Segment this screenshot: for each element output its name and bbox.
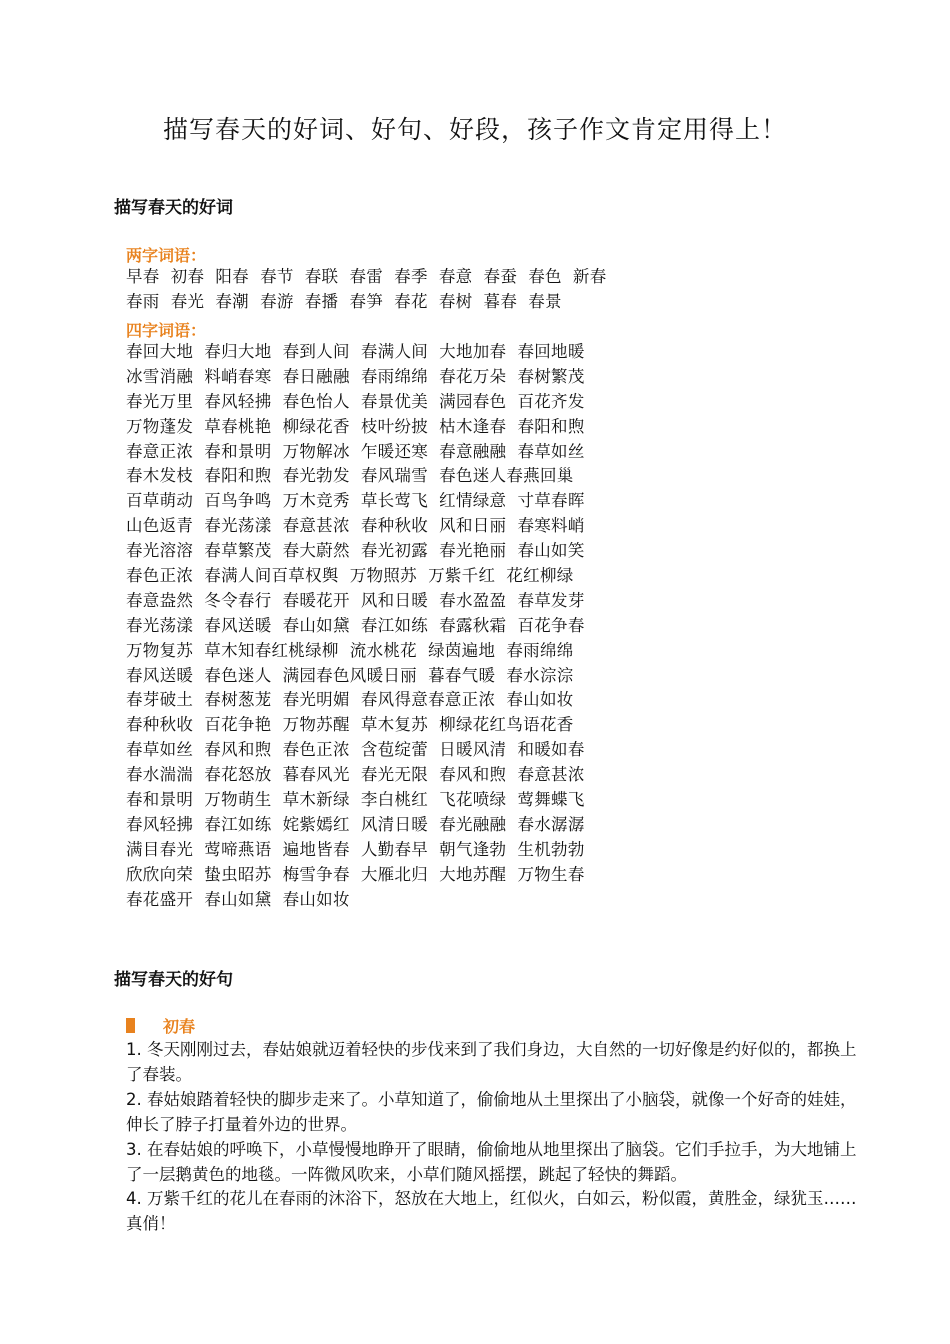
word-line: 春风轻拂 春江如练 姹紫嫣红 风清日暖 春光融融 春水潺潺 bbox=[126, 814, 585, 834]
season-label-early-spring bbox=[126, 1014, 195, 1037]
two-char-label: 两字词语： bbox=[126, 246, 207, 265]
sentence-item: 4. 万紫千红的花儿在春雨的沐浴下，怒放在大地上，红似火，白如云，粉似霞，黄胜金，绿犹玉……真俏！ bbox=[126, 1189, 857, 1234]
word-line: 春风送暖 春色迷人 满园春色风暖日丽 暮春气暖 春水淙淙 bbox=[126, 665, 574, 685]
word-line: 春光溶溶 春草繁茂 春大蔚然 春光初露 春光艳丽 春山如笑 bbox=[126, 541, 585, 561]
word-line: 满目春光 莺啼燕语 遍地皆春 人勤春早 朝气逢勃 生机勃勃 bbox=[126, 839, 585, 859]
word-line: 春芽破土 春树葱茏 春光明媚 春风得意春意正浓 春山如妆 bbox=[126, 690, 574, 710]
word-line: 春水湍湍 春花怒放 暮春风光 春光无限 春风和煦 春意甚浓 bbox=[126, 765, 585, 785]
word-line: 百草萌动 百鸟争鸣 万木竞秀 草长莺飞 红情绿意 寸草春晖 bbox=[126, 491, 585, 511]
season-label-text: 初春 bbox=[163, 1017, 196, 1036]
word-line: 春木发枝 春阳和煦 春光勃发 春风瑞雪 春色迷人春燕回巢 bbox=[126, 466, 574, 486]
word-line: 春光荡漾 春风送暖 春山如黛 春江如练 春露秋霜 百花争春 bbox=[126, 615, 585, 635]
word-line: 山色返青 春光荡漾 春意甚浓 春种秋收 风和日丽 春寒料峭 bbox=[126, 516, 585, 536]
word-line: 春色正浓 春满人间百草权舆 万物照苏 万紫千红 花红柳绿 bbox=[126, 566, 574, 586]
word-line: 春雨 春光 春潮 春游 春播 春笋 春花 春树 暮春 春景 bbox=[126, 291, 562, 311]
word-line: 春意正浓 春和景明 万物解冰 乍暖还寒 春意融融 春草如丝 bbox=[126, 441, 585, 461]
page-title: 描写春天的好词、好句、好段，孩子作文肯定用得上！ bbox=[162, 115, 787, 144]
word-line: 春花盛开 春山如黛 春山如妆 bbox=[126, 889, 350, 909]
word-line: 万物蓬发 草春桃艳 柳绿花香 枝叶纷披 枯木逢春 春阳和煦 bbox=[126, 416, 585, 436]
word-line: 春和景明 万物萌生 草木新绿 李白桃红 飞花喷绿 莺舞蝶飞 bbox=[126, 790, 585, 810]
sentence-item: 2. 春姑娘踏着轻快的脚步走来了。小草知道了，偷偷地从土里探出了小脑袋，就像一个好奇的娃娃，伸长了脖子打量着外边的世界。 bbox=[126, 1089, 857, 1134]
four-char-label: 四字词语： bbox=[126, 321, 207, 340]
words-section-heading: 描写春天的好词 bbox=[114, 198, 233, 218]
sentence-list bbox=[126, 1038, 866, 1237]
word-line: 春种秋收 百花争艳 万物苏醒 草木复苏 柳绿花红鸟语花香 bbox=[126, 715, 574, 735]
word-line: 春草如丝 春风和煦 春色正浓 含苞绽蕾 日暖风清 和暖如春 bbox=[126, 740, 585, 760]
four-char-word-list bbox=[126, 340, 585, 912]
word-line: 春光万里 春风轻拂 春色怡人 春景优美 满园春色 百花齐发 bbox=[126, 391, 585, 411]
word-line: 欣欣向荣 蛰虫昭苏 梅雪争春 大雁北归 大地苏醒 万物生春 bbox=[126, 864, 585, 884]
word-line: 早春 初春 阳春 春节 春联 春雷 春季 春意 春蚕 春色 新春 bbox=[126, 267, 607, 286]
sentences-section-heading: 描写春天的好句 bbox=[114, 970, 233, 990]
sentence-item: 1. 冬天刚刚过去，春姑娘就迈着轻快的步伐来到了我们身边，大自然的一切好像是约好似的，都换上了春装。 bbox=[126, 1040, 857, 1084]
two-char-word-list bbox=[126, 265, 607, 315]
bullet-bar-icon bbox=[126, 1018, 135, 1033]
word-line: 冰雪消融 料峭春寒 春日融融 春雨绵绵 春花万朵 春树繁茂 bbox=[126, 366, 585, 386]
sentence-item: 3. 在春姑娘的呼唤下，小草慢慢地睁开了眼睛，偷偷地从地里探出了脑袋。它们手拉手，为大地铺上了一层鹅黄色的地毯。一阵微风吹来，小草们随风摇摆，跳起了轻快的舞蹈。 bbox=[126, 1139, 857, 1184]
word-line: 春回大地 春归大地 春到人间 春满人间 大地加春 春回地暖 bbox=[126, 342, 585, 361]
word-line: 万物复苏 草木知春红桃绿柳 流水桃花 绿茵遍地 春雨绵绵 bbox=[126, 640, 574, 660]
word-line: 春意盎然 冬令春行 春暖花开 风和日暖 春水盈盈 春草发芽 bbox=[126, 590, 585, 610]
